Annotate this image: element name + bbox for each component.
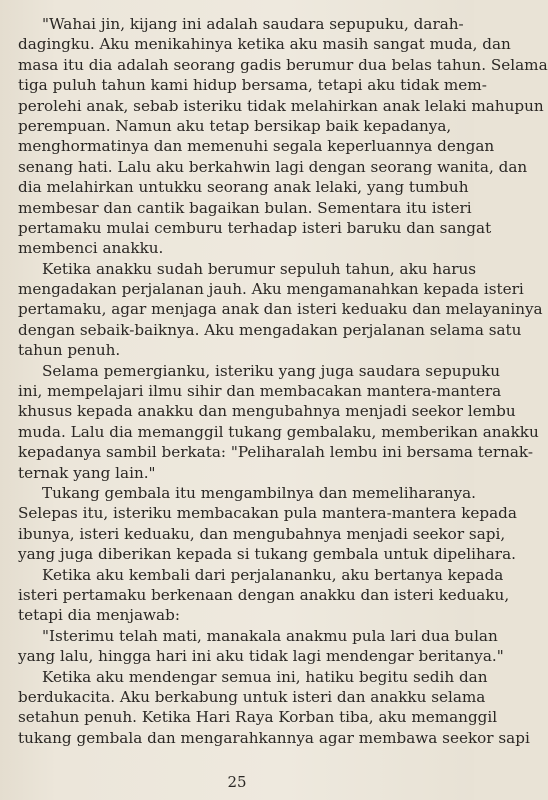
text-line: setahun penuh. Ketika Hari Raya Korban tiba, aku memanggil [18,708,498,727]
paragraph [18,667,530,749]
text-line: pertamaku, agar menjaga anak dan isteri keduaku dan melayaninya [18,300,543,319]
text-line: pertamaku mulai cemburu terhadap isteri baruku dan sangat [18,218,492,237]
text-line: "Isterimu telah mati, manakala anakmu pula lari dua bulan [42,626,498,645]
text-line: Selepas itu, isteriku membacakan pula mantera-mantera kepada [18,504,517,523]
text-line: tetapi dia menjawab: [18,606,180,625]
text-line: tukang gembala dan mengarahkannya agar membawa seekor sapi [18,728,530,747]
text-line: dengan sebaik-baiknya. Aku mengadakan perjalanan selama satu [18,320,522,339]
text-line: perempuan. Namun aku tetap bersikap baik kepadanya, [18,116,452,135]
text-line: Ketika aku kembali dari perjalananku, aku bertanya kepada [42,565,504,584]
text-line: tahun penuh. [18,341,121,360]
text-line: "Wahai jin, kijang ini adalah saudara sepupuku, darah- [42,15,464,33]
text-line: kepadanya sambil berkata: "Peliharalah lembu ini bersama ternak- [18,443,533,462]
text-line: khusus kepada anakku dan mengubahnya menjadi seekor lembu [18,402,516,421]
text-line: ini, mempelajari ilmu sihir dan membacakan mantera-mantera [18,382,502,401]
text-line: masa itu dia adalah seorang gadis berumur dua belas tahun. Selama [18,55,548,74]
paragraph [18,565,510,626]
text-line: dia melahirkan untukku seorang anak lelaki, yang tumbuh [18,178,469,197]
text-line: Ketika anakku sudah berumur sepuluh tahun, aku harus [42,259,477,278]
text-line: perolehi anak, sebab isteriku tidak melahirkan anak lelaki mahupun [18,96,544,115]
text-line: menghormatinya dan memenuhi segala keperluannya dengan [18,137,495,156]
text-line: isteri pertamaku berkenaan dengan anakku dan isteri keduaku, [18,585,510,604]
paragraph [18,361,539,483]
text-line: Selama pemergianku, isteriku yang juga saudara sepupuku [42,361,501,380]
paragraph [18,14,548,259]
body-text [18,14,548,748]
text-line: membenci anakku. [18,239,164,258]
text-line: yang juga diberikan kepada si tukang gembala untuk dipelihara. [18,545,516,564]
text-line: muda. Lalu dia memanggil tukang gembalaku, memberikan anakku [18,422,539,441]
text-line: Ketika aku mendengar semua ini, hatiku begitu sedih dan [42,667,488,686]
text-line: yang lalu, hingga hari ini aku tidak lagi mendengar beritanya." [18,647,504,666]
text-line: Tukang gembala itu mengambilnya dan memeliharanya. [42,483,477,502]
text-line: mengadakan perjalanan jauh. Aku mengamanahkan kepada isteri [18,280,524,299]
page-number: 25 [227,773,247,791]
text-line: membesar dan cantik bagaikan bulan. Sementara itu isteri [18,198,472,217]
text-line: berdukacita. Aku berkabung untuk isteri dan anakku selama [18,687,486,706]
text-line: tiga puluh tahun kami hidup bersama, tetapi aku tidak mem- [18,76,487,95]
paragraph [18,483,517,565]
text-line: ibunya, isteri keduaku, dan mengubahnya menjadi seekor sapi, [18,524,506,543]
text-line: dagingku. Aku menikahinya ketika aku masih sangat muda, dan [18,35,511,54]
paragraph [18,259,543,361]
text-line: senang hati. Lalu aku berkahwin lagi dengan seorang wanita, dan [18,157,528,176]
text-line: ternak yang lain." [18,463,156,482]
paragraph [18,626,504,667]
